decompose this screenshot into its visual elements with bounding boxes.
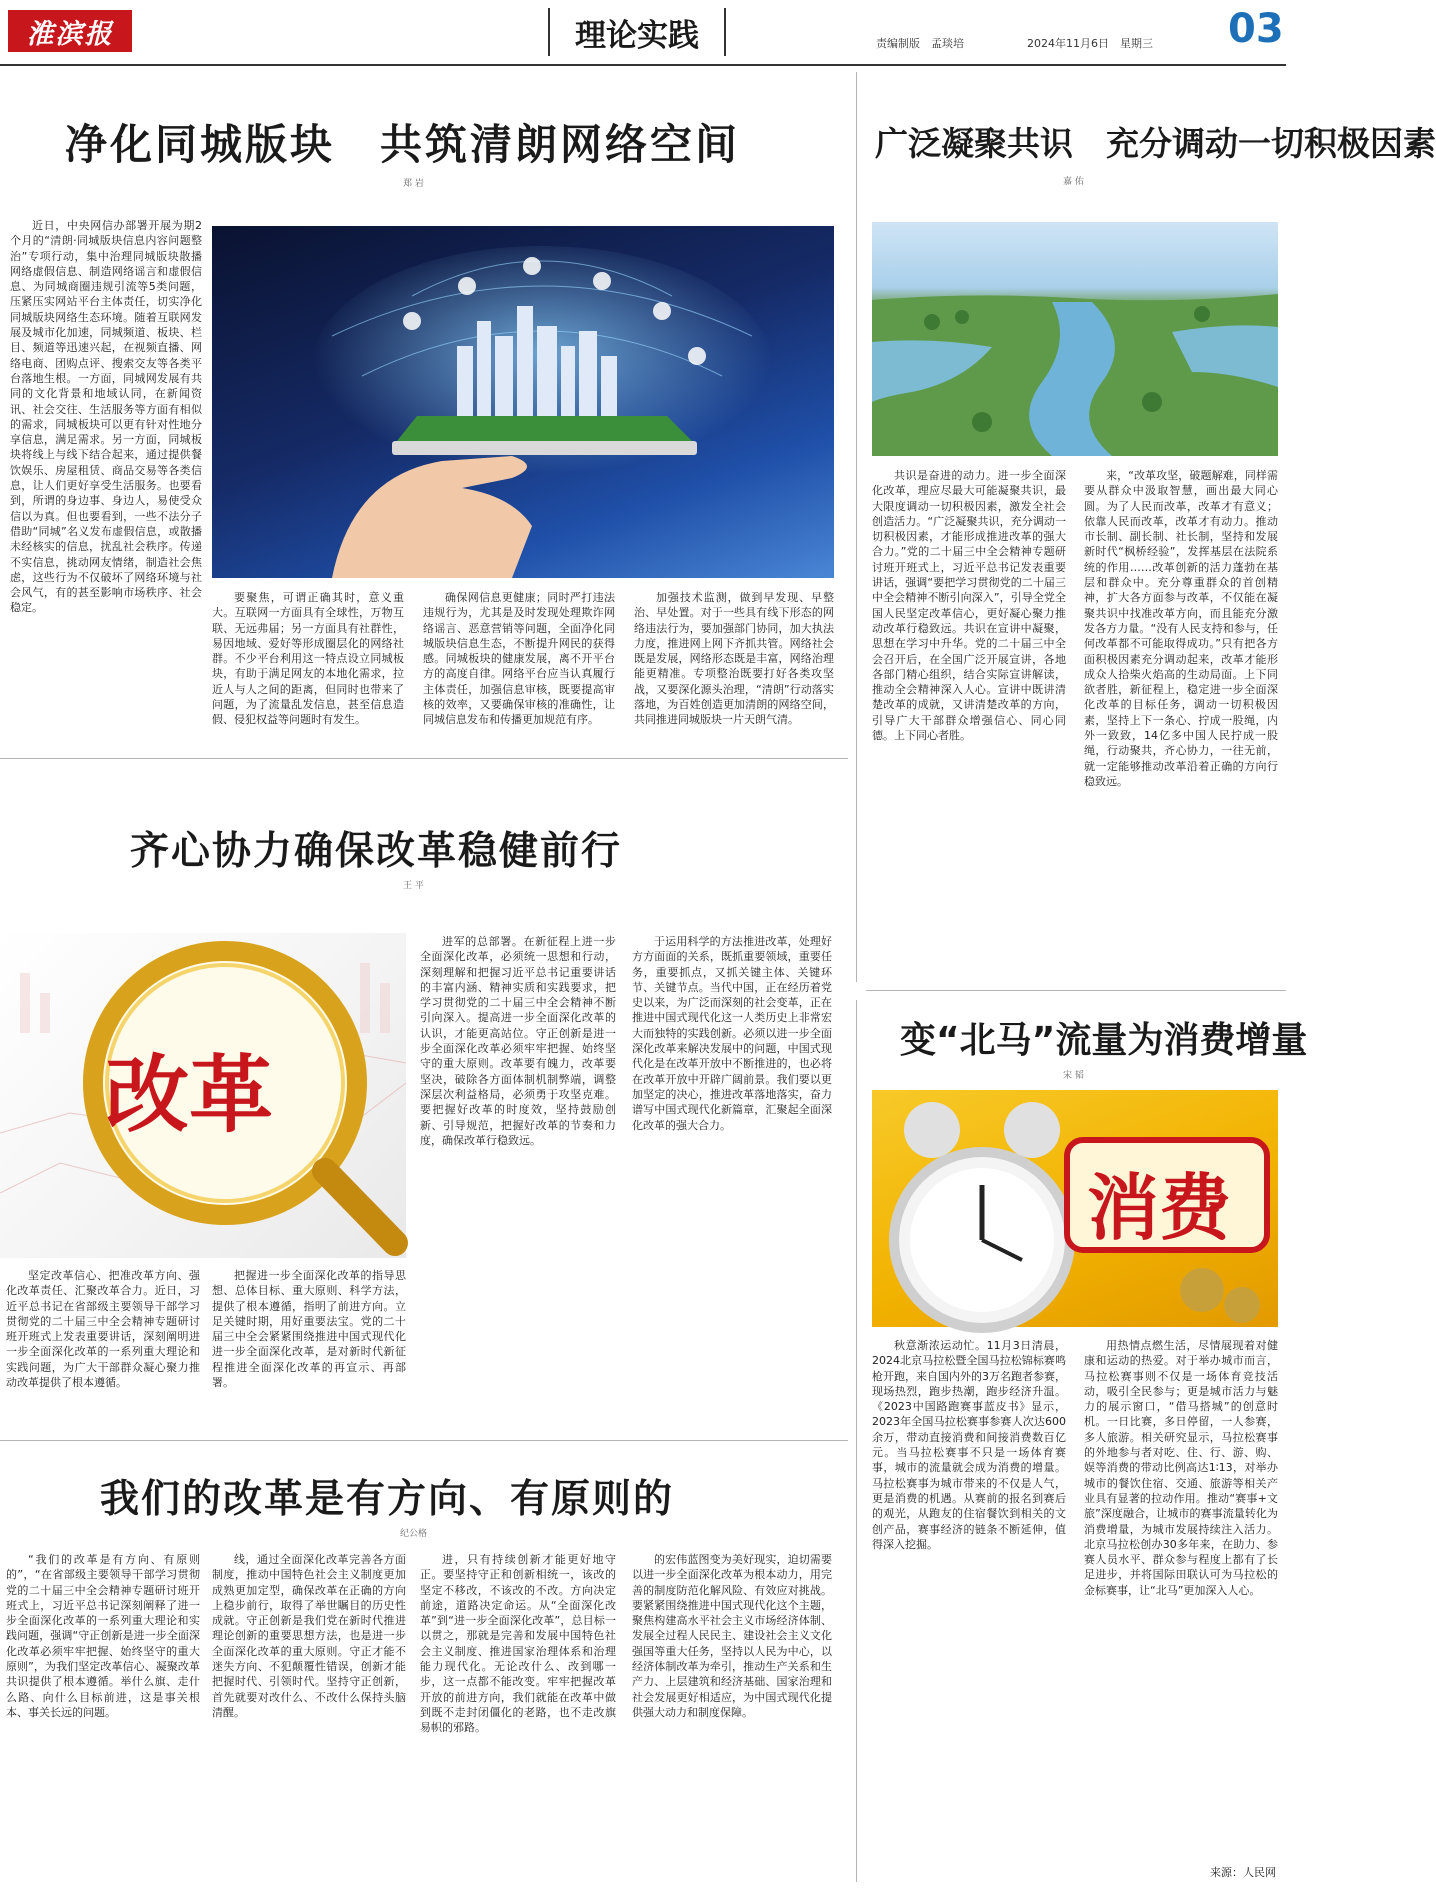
article1-column-2: 要聚焦，可谓正确其时，意义重大。互联网一方面具有全球性，万物互联、无远弗届；另一方面具有社群性，易因地域、爱好等形成圈层化的网络社群。不少平台利用这一特点设立同城板块，有助于满足网友的本地化需求，拉近人与人之间的距离，但同时也带来了问题，为了流量乱发信息，甚至信息造假、侵犯权益等问题时有发生。 xyxy=(212,591,404,727)
article4-author: 宋 韬 xyxy=(1063,1071,1084,1081)
article5-title: 我们的改革是有方向、有原则的 xyxy=(100,1477,675,1522)
reform-magnifier-photo xyxy=(0,933,406,1258)
article5-author: 纪公格 xyxy=(400,1529,428,1539)
article3-column-1: 坚定改革信心、把准改革方向、强化改革责任、汇聚改革合力。近日，习近平总书记在省部级主要领导干部学习贯彻党的二十届三中全会精神专题研讨班开班式上发表重要讲话，深刻阐明进一步全面深化改革的一系列重大理论和实践问题，为广大干部群众凝心聚力推动改革提供了根本遵循。 xyxy=(6,1269,200,1390)
smart-city-illustration xyxy=(212,226,834,578)
section-rule-right xyxy=(866,990,1286,991)
article3-column-2: 把握进一步全面深化改革的指导思想、总体目标、重大原则、科学方法，提供了根本遵循，指明了前进方向。立足关键时期，用好重要法宝。党的二十届三中全会紧紧围绕推进中国式现代化进一步全面深化改革，是对新时代新征程推进全面深化改革的再宣示、再部署。 xyxy=(212,1269,406,1390)
article4-column-1: 秋意渐浓运动忙。11月3日清晨，2024北京马拉松暨全国马拉松锦标赛鸣枪开跑，来自国内外的3万名跑者参赛，现场热烈，跑步热潮，跑步经济升温。《2023中国路跑赛事蓝皮书》显示，2023年全国马拉松赛事参赛人次达600余万，带动直接消费和间接消费数百亿元。当马拉松赛事不只是一场体育赛事，城市的流量就会成为消费的增量。马拉松赛事为城市带来的不仅是人气，更是消费的机遇。从赛前的报名到赛后的观光，从跑友的住宿餐饮到相关的文创产品，赛事经济的链条不断延伸，值得深入挖掘。 xyxy=(872,1339,1066,1551)
article1-title: 净化同城版块 共筑清朗网络空间 xyxy=(65,120,741,169)
consumption-image-caption: 消费 xyxy=(1087,1166,1232,1250)
smart-city-photo xyxy=(212,226,834,578)
newspaper-logo: 淮滨报 xyxy=(8,10,132,52)
article4-column-2: 用热情点燃生活，尽情展现着对健康和运动的热爱。对于举办城市而言，马拉松赛事则不仅是一场体育竞技活动，吸引全民参与；更是城市活力与魅力的展示窗口，“借马搭城”的创意时机。一日比赛，多日停留，一人参赛，多人旅游。相关研究显示，马拉松赛事的外地参与者对吃、住、行、游、购、娱等消费的带动比例高达1∶13，对举办城市的餐饮住宿、交通、旅游等相关产业具有显著的拉动作用。推动“赛事+文旅”深度融合，让城市的赛事流量转化为消费增量，为城市发展持续注入活力。北京马拉松创办30多年来，在助力、参赛人员水平、群众参与程度上都有了长足进步，并将国际田联认可为马拉松的金标赛事，让“北马”更加深入人心。 xyxy=(1084,1339,1278,1597)
wetland-landscape-photo xyxy=(872,222,1278,456)
reform-image-caption: 改革 xyxy=(105,1045,274,1144)
article5-column-4: 的宏伟蓝图变为美好现实，迫切需要以进一步全面深化改革为根本动力，用完善的制度防范化解风险、有效应对挑战。要紧紧围绕推进中国式现代化这个主题，聚焦构建高水平社会主义市场经济体制、发展全过程人民民主、建设社会主义文化强国等重大任务，坚持以人民为中心，以经济体制改革为牵引，推动生产关系和生产力、上层建筑和经济基础、国家治理和社会发展更好相适应，为中国式现代化提供强大动力和制度保障。 xyxy=(632,1553,832,1719)
article2-author: 嘉 佑 xyxy=(1063,177,1084,187)
article2-title: 广泛凝聚共识 充分调动一切积极因素 xyxy=(875,124,1436,163)
article3-author: 王 平 xyxy=(403,881,424,891)
column-divider-lower xyxy=(856,1000,857,1882)
article2-column-2: 来，“改革攻坚，破题解难，同样需要从群众中汲取智慧，画出最大同心圆。为了人民而改革，改革才有意义；依靠人民而改革，改革才有动力。推动市长制、副长制、社长制，坚持和发展新时代“枫桥经验”，发挥基层在法院系统的作用……改革创新的活力蓬勃在基层和群众中。充分尊重群众的首创精神，扩大各方面参与改革，不仅能在凝聚共识中找准改革方向，而且能充分激发各方力量。“没有人民支持和参与，任何改革都不可能取得成功。”只有把各方面积极因素充分调动起来，改革才能形成众人拾柴火焰高的生动局面。上下同欲者胜，新征程上，稳定进一步全面深化改革的目标任务，调动一切积极因素，坚持上下一条心、拧成一股绳，内外一致致，14亿多中国人民拧成一股绳，行动聚共，齐心协力，一往无前，就一定能够推动改革沿着正确的方向行稳致远。 xyxy=(1084,469,1278,788)
article4-title: 变“北马”流量为消费增量 xyxy=(900,1020,1308,1061)
article1-author: 郑 岩 xyxy=(403,179,424,189)
article5-column-1: “我们的改革是有方向、有原则的”，“在省部级主要领导干部学习贯彻党的二十届三中全会精神专题研讨班开班式上，习近平总书记深刻阐释了进一步全面深化改革的一系列重大理论和实践问题，强调“守正创新是进一步全面深化改革必须牢牢把握、始终坚守的重大原则”，为我们坚定改革信心、凝聚改革共识提供了根本遵循。举什么旗、走什么路、向什么目标前进，这是事关根本、事关长远的问题。 xyxy=(6,1553,200,1719)
river-landscape-illustration xyxy=(872,222,1278,456)
article3-column-3: 进军的总部署。在新征程上进一步全面深化改革，必须统一思想和行动，深刻理解和把握习近平总书记重要讲话的丰富内涵、精神实质和实践要求，把学习贯彻党的二十届三中全会精神不断引向深入。提高进一步全面深化改革的认识，才能更高站位。守正创新是进一步全面深化改革必须牢牢把握、始终坚守的重大原则。改革要有魄力，改革要坚决，破除各方面体制机制弊端，调整深层次利益格局，必须勇于攻坚克难。要把握好改革的时度效，坚持鼓励创新、引导规范，把握好改革的节奏和力度，确保改革行稳致远。 xyxy=(420,935,616,1147)
article1-column-4: 加强技术监测，做到早发现、早整治、早处置。对于一些具有线下形态的网络违法行为，要加强部门协同，加大执法力度，推进网上网下齐抓共管。网络社会既是发展，网络形态既是丰富，网络治理能更精准。专项整治既要打好各类攻坚战，又要深化源头治理，“清朗”行动落实落地，为百姓创造更加清朗的网络空间，共同推进同城版块一片天朗气清。 xyxy=(634,591,834,727)
editor-info: 责编制版 孟琰培 xyxy=(876,37,964,50)
article-source: 来源：人民网 xyxy=(1210,1866,1276,1879)
column-divider xyxy=(856,72,857,982)
issue-date: 2024年11月6日 星期三 xyxy=(1027,37,1153,50)
page-number: 03 xyxy=(1228,6,1284,52)
article3-title: 齐心协力确保改革稳健前行 xyxy=(130,829,623,874)
masthead-rule xyxy=(0,64,1286,66)
section-rule xyxy=(0,758,848,759)
article1-column-1: 近日，中央网信办部署开展为期2个月的“清朗·同城版块信息内容问题整治”专项行动，集中治理同城版块散播网络虚假信息、制造网络谣言和虚假信息、为同城商圈违规引流等5类问题，压紧压实网站平台主体责任，切实净化同城版块网络生态环境。随着互联网发展及城市化加速，同城频道、板块、栏目、频道等迅速兴起，在视频直播、网络电商、团购点评、搜索交友等各类平台落地生根。一方面，同城网发展有共同的文化背景和地域认同，在新闻资讯、社会交往、生活服务等方面有相似的需求，同城板块可以更有针对性地分享信息，满足需求。另一方面，同城板块将线上与线下结合起来，通过提供餐饮娱乐、房屋租赁、商品交易等各类信息，让人们更好享受生活服务。也要看到，所谓的身边事、身边人，易使受众信以为真。但也要看到，一些不法分子借助“同城”名义发布虚假信息，或散播未经核实的信息，扰乱社会秩序。传递不实信息，挑动网友情绪，制造社会焦虑，这些行为不仅破坏了网络环境与社会风气，有的甚至影响市场秩序、社会稳定。 xyxy=(10,219,202,615)
article1-column-3: 确保网信息更健康；同时严打违法违规行为，尤其是及时发现处理欺诈网络谣言、恶意营销等问题，全面净化同城版块信息生态，不断提升网民的获得感。同城板块的健康发展，离不开平台方的高度自律。网络平台应当认真履行主体责任，加强信息审核，既要提高审核的效率，又要确保审核的准确性，让同城信息发布和传播更加规范有序。 xyxy=(423,591,615,727)
consumption-clock-photo xyxy=(872,1090,1278,1327)
section-rule-lower xyxy=(0,1440,848,1441)
article2-column-1: 共识是奋进的动力。进一步全面深化改革，理应尽最大可能凝聚共识，最大限度调动一切积极因素，激发全社会创造活力。“广泛凝聚共识，充分调动一切积极因素，才能形成推进改革的强大合力。”党的二十届三中全会精神专题研讨班开班式上，习近平总书记发表重要讲话，强调“要把学习贯彻党的二十届三中全会精神不断引向深入”，引导全党全国人民坚定改革信心，更好凝心聚力推动改革行稳致远。共识在宣讲中凝聚，思想在学习中升华。党的二十届三中全会召开后，在全国广泛开展宣讲，各地各部门精心组织，结合实际宣讲解读，推动全会精神深入人心。宣讲中既讲清楚改革的成就，又讲清楚改革的方向，引导广大干部群众增强信心、同心同德。上下同心者胜。 xyxy=(872,469,1066,743)
article5-column-3: 进，只有持续创新才能更好地守正。要坚持守正和创新相统一，该改的坚定不移改，不该改的不改。方向决定前途，道路决定命运。从“全面深化改革”到“进一步全面深化改革”，总目标一以贯之，那就是完善和发展中国特色社会主义制度、推进国家治理体系和治理能力现代化。无论改什么、改到哪一步，这一点都不能改变。牢牢把握改革开放的前进方向，我们就能在改革中做到既不走封闭僵化的老路，也不走改旗易帜的邪路。 xyxy=(420,1553,616,1735)
article5-column-2: 线，通过全面深化改革完善各方面制度，推动中国特色社会主义制度更加成熟更加定型，确保改革在正确的方向上稳步前行，取得了举世瞩目的历史性成就。守正创新是我们党在新时代推进理论创新的重要思想方法，也是进一步全面深化改革的重大原则。守正才能不迷失方向、不犯颠覆性错误，创新才能把握时代、引领时代。坚持守正创新，首先就要对改什么、不改什么保持头脑清醒。 xyxy=(212,1553,406,1719)
article3-column-4: 于运用科学的方法推进改革，处理好方方面面的关系，既抓重要领域，重要任务，重要抓点，又抓关键主体、关键环节、关键节点。当代中国，正在经历着党史以来，为广泛而深刻的社会变革，正在推进中国式现代化这一人类历史上非常宏大而独特的实践创新。必须以进一步全面深化改革来解决发展中的问题，中国式现代化是在改革开放中不断推进的，也必将在改革开放中开辟广阔前景。我们要以更加坚定的决心，推进改革落地落实，奋力谱写中国式现代化新篇章，汇聚起全面深化改革的强大合力。 xyxy=(632,935,832,1132)
section-title: 理论实践 xyxy=(548,8,726,56)
